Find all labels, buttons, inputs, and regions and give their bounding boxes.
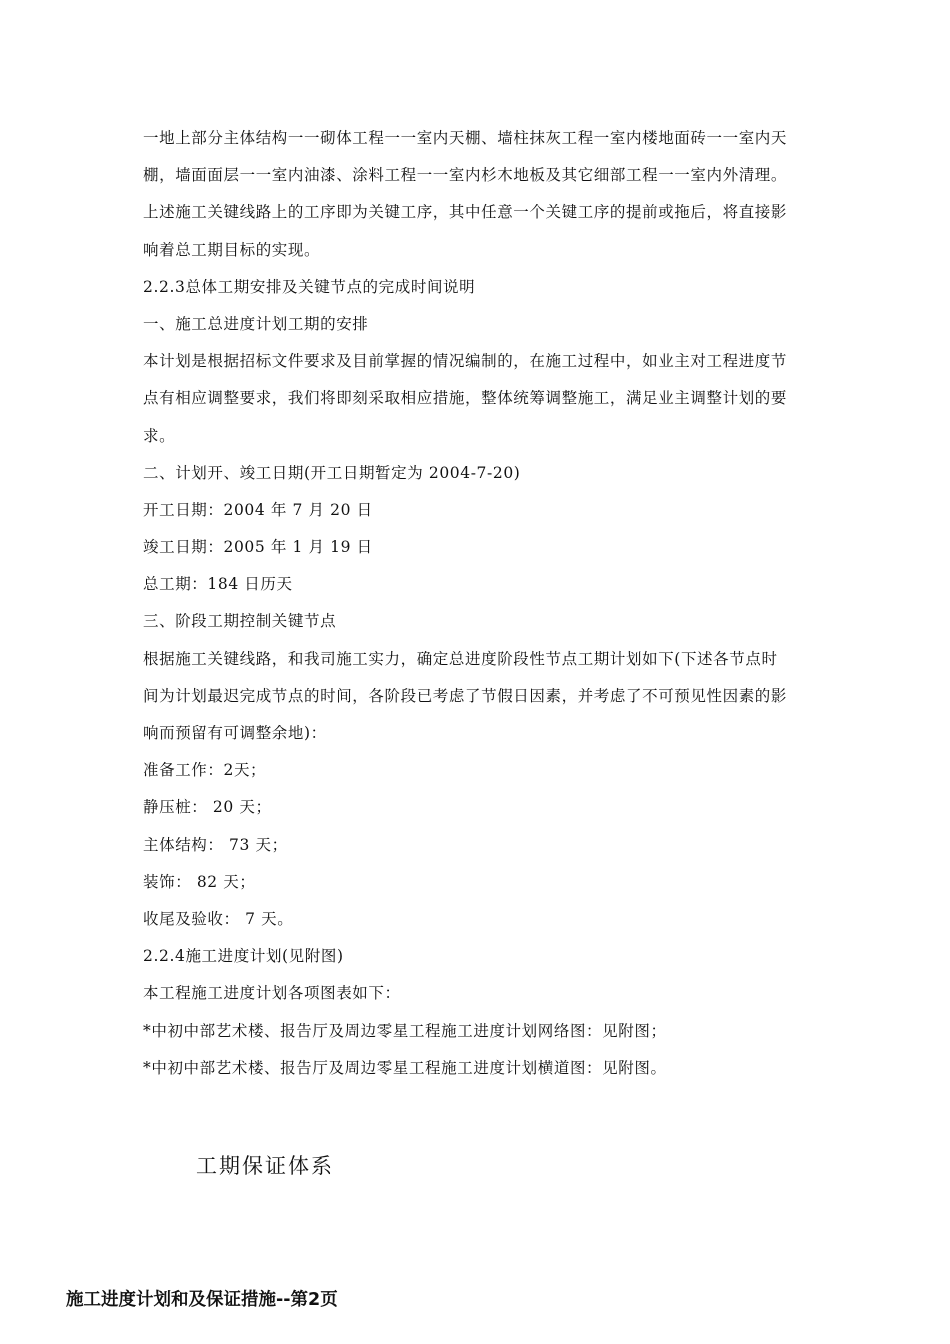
milestone-line: 主体结构： 73 天；	[143, 835, 288, 854]
text-line: 响着总工期目标的实现。	[143, 240, 321, 259]
end-date-line: 竣工日期：2005 年 1 月 19 日	[143, 538, 373, 557]
text-line: 本计划是根据招标文件要求及目前掌握的情况编制的，在施工过程中，如业主对工程进度节	[143, 352, 788, 371]
text-line: 根据施工关键线路，和我司施工实力，确定总进度阶段性节点工期计划如下(下述各节点时	[143, 649, 778, 668]
list-item: *中初中部艺术楼、报告厅及周边零星工程施工进度计划网络图：见附图；	[143, 1021, 667, 1040]
text-line: 上述施工关键线路上的工序即为关键工序，其中任意一个关键工序的提前或拖后，将直接影	[143, 203, 788, 222]
text-line: 求。	[143, 426, 176, 445]
text-line: 三、阶段工期控制关键节点	[143, 612, 337, 631]
text-line: 一、施工总进度计划工期的安排	[143, 314, 369, 333]
subsection-title: 2.2.4施工进度计划(见附图)	[143, 947, 344, 966]
body-text	[143, 120, 811, 1087]
start-date-line: 开工日期：2004 年 7 月 20 日	[143, 500, 373, 519]
milestone-line: 收尾及验收： 7 天。	[143, 909, 294, 928]
text-line: 本工程施工进度计划各项图表如下：	[143, 984, 401, 1003]
section-heading: 工期保证体系	[196, 1154, 334, 1178]
subsection-title: 2.2.3总体工期安排及关键节点的完成时间说明	[143, 277, 476, 296]
list-item: *中初中部艺术楼、报告厅及周边零星工程施工进度计划横道图：见附图。	[143, 1058, 667, 1077]
text-line: 棚，墙面面层一一室内油漆、涂料工程一一室内杉木地板及其它细部工程一一室内外清理。	[143, 166, 788, 185]
total-duration-line: 总工期：184 日历天	[143, 575, 293, 594]
text-line: 点有相应调整要求，我们将即刻采取相应措施，整体统筹调整施工，满足业主调整计划的要	[143, 389, 788, 408]
milestone-line: 准备工作：2天；	[143, 761, 267, 780]
page-footer: 施工进度计划和及保证措施--第2页	[66, 1290, 338, 1310]
text-line: 二、计划开、竣工日期(开工日期暂定为 2004-7-20)	[143, 463, 521, 482]
text-line: 响而预留有可调整余地)：	[143, 724, 327, 742]
text-line: 一地上部分主体结构一一砌体工程一一室内天棚、墙柱抹灰工程一室内楼地面砖一一室内天	[143, 129, 788, 147]
milestone-line: 静压桩： 20 天；	[143, 798, 272, 817]
milestone-line: 装饰： 82 天；	[143, 872, 256, 891]
text-line: 间为计划最迟完成节点的时间，各阶段已考虑了节假日因素，并考虑了不可预见性因素的影	[143, 686, 788, 705]
